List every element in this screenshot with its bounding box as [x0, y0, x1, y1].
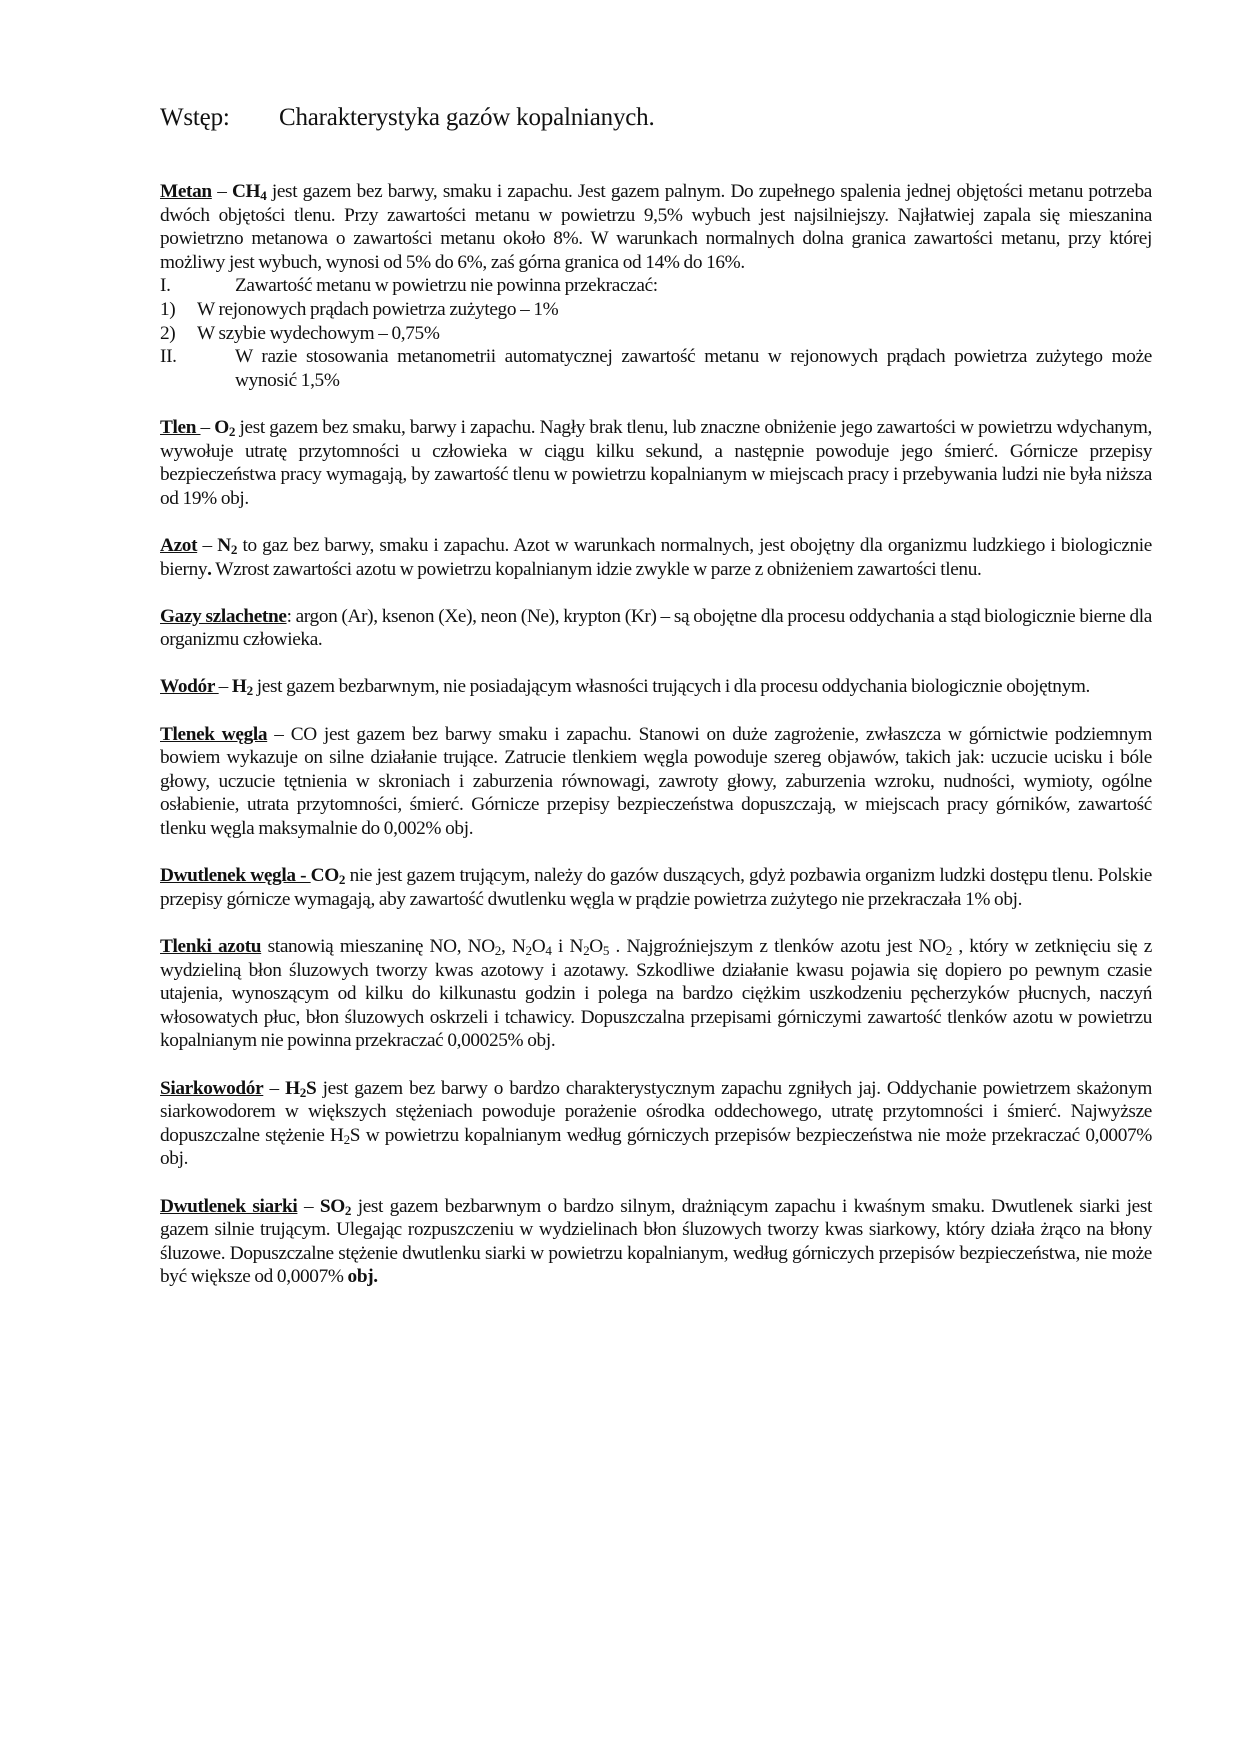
- list-item: [160, 322, 1152, 346]
- text-run: to gaz bez barwy, smaku i zapachu. Azot w warunkach normalnych, jest obojętny dla organizmu ludzkiego i biologicznie bierny: [160, 534, 1152, 580]
- subscript: 2: [343, 1131, 350, 1147]
- list-number: II.: [160, 346, 177, 368]
- text-run: O: [589, 936, 603, 957]
- text-run: –: [297, 1195, 320, 1217]
- paragraph: [160, 723, 1152, 841]
- paragraph: [160, 864, 1152, 911]
- text-run: –: [263, 1077, 286, 1099]
- subscript: 2: [494, 942, 502, 958]
- paragraph: [160, 675, 1152, 699]
- gas-name-heading: Tlen: [160, 416, 201, 438]
- text-run: S w powietrzu kopalnianym według górniczych przepisów bezpieczeństwa nie może przekraczać 0,0007% obj.: [160, 1124, 1152, 1170]
- gas-name-heading: Tlenki azotu: [160, 936, 262, 957]
- text-run: H: [285, 1077, 300, 1099]
- text-run: –: [211, 181, 232, 202]
- text-run: nie jest gazem trującym, należy do gazów duszących, gdyż pozbawia organizm ludzki dostępu tlenu. Polskie przepisy górnicze wymagają, aby zawartość dwutlenku węgla w prądzie powietrza zużytego nie przekraczała 1% obj.: [160, 865, 1152, 910]
- limits-list: [160, 274, 1152, 392]
- gas-name-heading: Azot: [160, 534, 198, 556]
- list-number: I.: [160, 275, 171, 297]
- paragraph: [160, 180, 1152, 274]
- list-text: W rejonowych prądach powietrza zużytego – 1%: [197, 298, 559, 320]
- gas-name-heading: Tlenek węgla: [160, 723, 268, 745]
- list-text: W razie stosowania metanometrii automatycznej zawartość metanu w rejonowych prądach powietrza zużytego może wynosić 1,5%: [235, 346, 1152, 391]
- paragraph: [160, 416, 1152, 510]
- list-item: [160, 345, 1152, 392]
- text-run: jest gazem bez barwy, smaku i zapachu. Jest gazem palnym. Do zupełnego spalenia jednej objętości metanu potrzeba dwóch objętości tlenu. Przy zawartości metanu w powietrzu 9,5% wybuch jest najsilniejszy. Najłatwiej zapala się mieszanina powietrzno metanowa o zawartości metanu około 8%. W warunkach normalnych dolna granica zawartości metanu, przy której możliwy jest wybuch, wynosi od 5% do 6%, zaś górna granica od 14% do 16%.: [160, 181, 1153, 273]
- gas-name-heading: Gazy szlachetne: [160, 605, 287, 627]
- text-run: H: [231, 676, 247, 698]
- text-run: , N: [501, 936, 526, 957]
- text-run: .: [207, 558, 212, 580]
- subscript: 2: [945, 942, 952, 958]
- paragraph: [160, 1195, 1152, 1289]
- text-run: i N: [551, 936, 584, 957]
- text-run: N: [217, 534, 231, 556]
- spacer: [160, 392, 1152, 416]
- list-item: [160, 274, 1152, 298]
- subscript: 2: [338, 872, 346, 888]
- text-run: jest gazem bez barwy o bardzo charakterystycznym zapachu zgniłych jaj. Oddychanie powietrzem skażonym siarkowodorem w większych stężeniach powoduje porażenie ośrodka oddechowego, utratę przytomności i śmierć. Najwyższe dopuszczalne stężenie H: [160, 1077, 1153, 1146]
- paragraph: [160, 534, 1152, 581]
- text-run: –: [218, 676, 232, 698]
- text-run: . Najgroźniejszym z tlenków azotu jest NO: [609, 936, 946, 957]
- gas-name-heading: Dwutlenek siarki: [160, 1195, 298, 1217]
- paragraph: [160, 605, 1152, 652]
- text-run: –: [197, 534, 218, 556]
- text-run: jest gazem bezbarwnym o bardzo silnym, drażniącym zapachu i kwaśnym smaku. Dwutlenek siarki jest gazem silnie trującym. Ulegając rozpuszczeniu w wydzielinach błon śluzowych tworzy kwas siarkowy, który działa żrąco na błony śluzowe. Dopuszczalne stężenie dwutlenku siarki w powietrzu kopalnianym, według górniczych przepisów bezpieczeństwa, nie może być większe od 0,0007%: [160, 1195, 1153, 1288]
- subscript: 4: [260, 187, 267, 203]
- subscript: 2: [525, 942, 532, 958]
- gas-name-heading: Metan: [160, 181, 212, 202]
- text-run: jest gazem bez smaku, barwy i zapachu. Nagły brak tlenu, lub znaczne obniżenie jego zawartości w powietrzu wdychanym, wywołuje utratę przytomności u człowieka w ciągu kilku sekund, a następnie powoduje jego śmierć. Górnicze przepisy bezpieczeństwa pracy wymagają, by zawartość tlenu w powietrzu kopalnianym w miejscach pracy i przebywania ludzi nie była niższa od 19% obj.: [160, 416, 1152, 509]
- subscript: 2: [344, 1202, 352, 1218]
- text-run: S: [305, 1077, 317, 1099]
- text-run: –: [200, 416, 215, 438]
- text-run: obj.: [347, 1266, 378, 1288]
- text-run: – CO jest gazem bez barwy smaku i zapachu. Stanowi on duże zagrożenie, zwłaszcza w górnictwie podziemnym bowiem wykazuje on silne działanie trujące. Zatrucie tlenkiem węgla powoduje szereg objawów, takich jak: uczucie ucisku i bóle głowy, uczucie tętnienia w skroniach i zaburzenia równowagi, zawroty głowy, zaburzenia wzroku, nudności, wymioty, ogólne osłabienie, utrata przytomności, śmierć. Górnicze przepisy bezpieczeństwa dopuszczają, w miejscach pracy górników, zawartość tlenku węgla maksymalnie do 0,002% obj.: [160, 723, 1152, 840]
- gas-name-heading: Wodór: [160, 676, 219, 698]
- gas-name-heading: Dwutlenek węgla -: [160, 865, 311, 887]
- text-run: : argon (Ar), ksenon (Xe), neon (Ne), krypton (Kr) – są obojętne dla procesu oddychania a stąd biologicznie bierne dla organizmu człowieka.: [160, 605, 1152, 651]
- list-number: 2): [160, 322, 176, 344]
- title-text: Charakterystyka gazów kopalnianych.: [279, 104, 655, 131]
- subscript: 2: [583, 942, 590, 958]
- subscript: 2: [230, 541, 238, 557]
- text-run: CO: [310, 865, 339, 887]
- text-run: O: [531, 936, 546, 957]
- text-run: jest gazem bezbarwnym, nie posiadającym własności trujących i dla procesu oddychania biologicznie obojętnym.: [252, 676, 1090, 698]
- title-label: Wstęp:: [160, 104, 230, 131]
- text-run: O: [214, 416, 229, 438]
- text-run: Wzrost zawartości azotu w powietrzu kopalnianym idzie zwykle w parze z obniżeniem zawartości tlenu.: [211, 558, 982, 580]
- subscript: 2: [299, 1084, 306, 1100]
- list-number: 1): [160, 298, 176, 320]
- gas-name-heading: Siarkowodór: [160, 1077, 264, 1099]
- subscript: 2: [228, 423, 236, 439]
- document-title: [160, 104, 655, 132]
- subscript: 2: [246, 683, 253, 699]
- paragraph: [160, 1077, 1152, 1171]
- text-run: , który w zetknięciu się z wydzieliną błon śluzowych tworzy kwas azotowy i azotawy. Szkodliwe działanie kwasu pojawia się dopiero po pewnym czasie utajenia, wynoszącym od kilku do kilkunastu godzin i polega na bardzo ciężkim uszkodzeniu pęcherzyków płucnych, naczyń włosowatych płuc, błon śluzowych oskrzeli i tchawicy. Dopuszczalna przepisami górniczymi zawartość tlenków azotu w powietrzu kopalnianym nie powinna przekraczać 0,00025% obj.: [160, 936, 1152, 1052]
- text-run: CH: [231, 181, 261, 202]
- subscript: 5: [602, 942, 610, 958]
- text-run: SO: [319, 1195, 345, 1217]
- paragraph: [160, 935, 1152, 1053]
- list-text: Zawartość metanu w powietrzu nie powinna przekraczać:: [235, 275, 658, 297]
- list-text: W szybie wydechowym – 0,75%: [197, 322, 440, 344]
- text-run: stanowią mieszaninę NO, NO: [261, 936, 495, 957]
- document-body: [160, 180, 1152, 1313]
- subscript: 4: [545, 942, 552, 958]
- list-item: [160, 298, 1152, 322]
